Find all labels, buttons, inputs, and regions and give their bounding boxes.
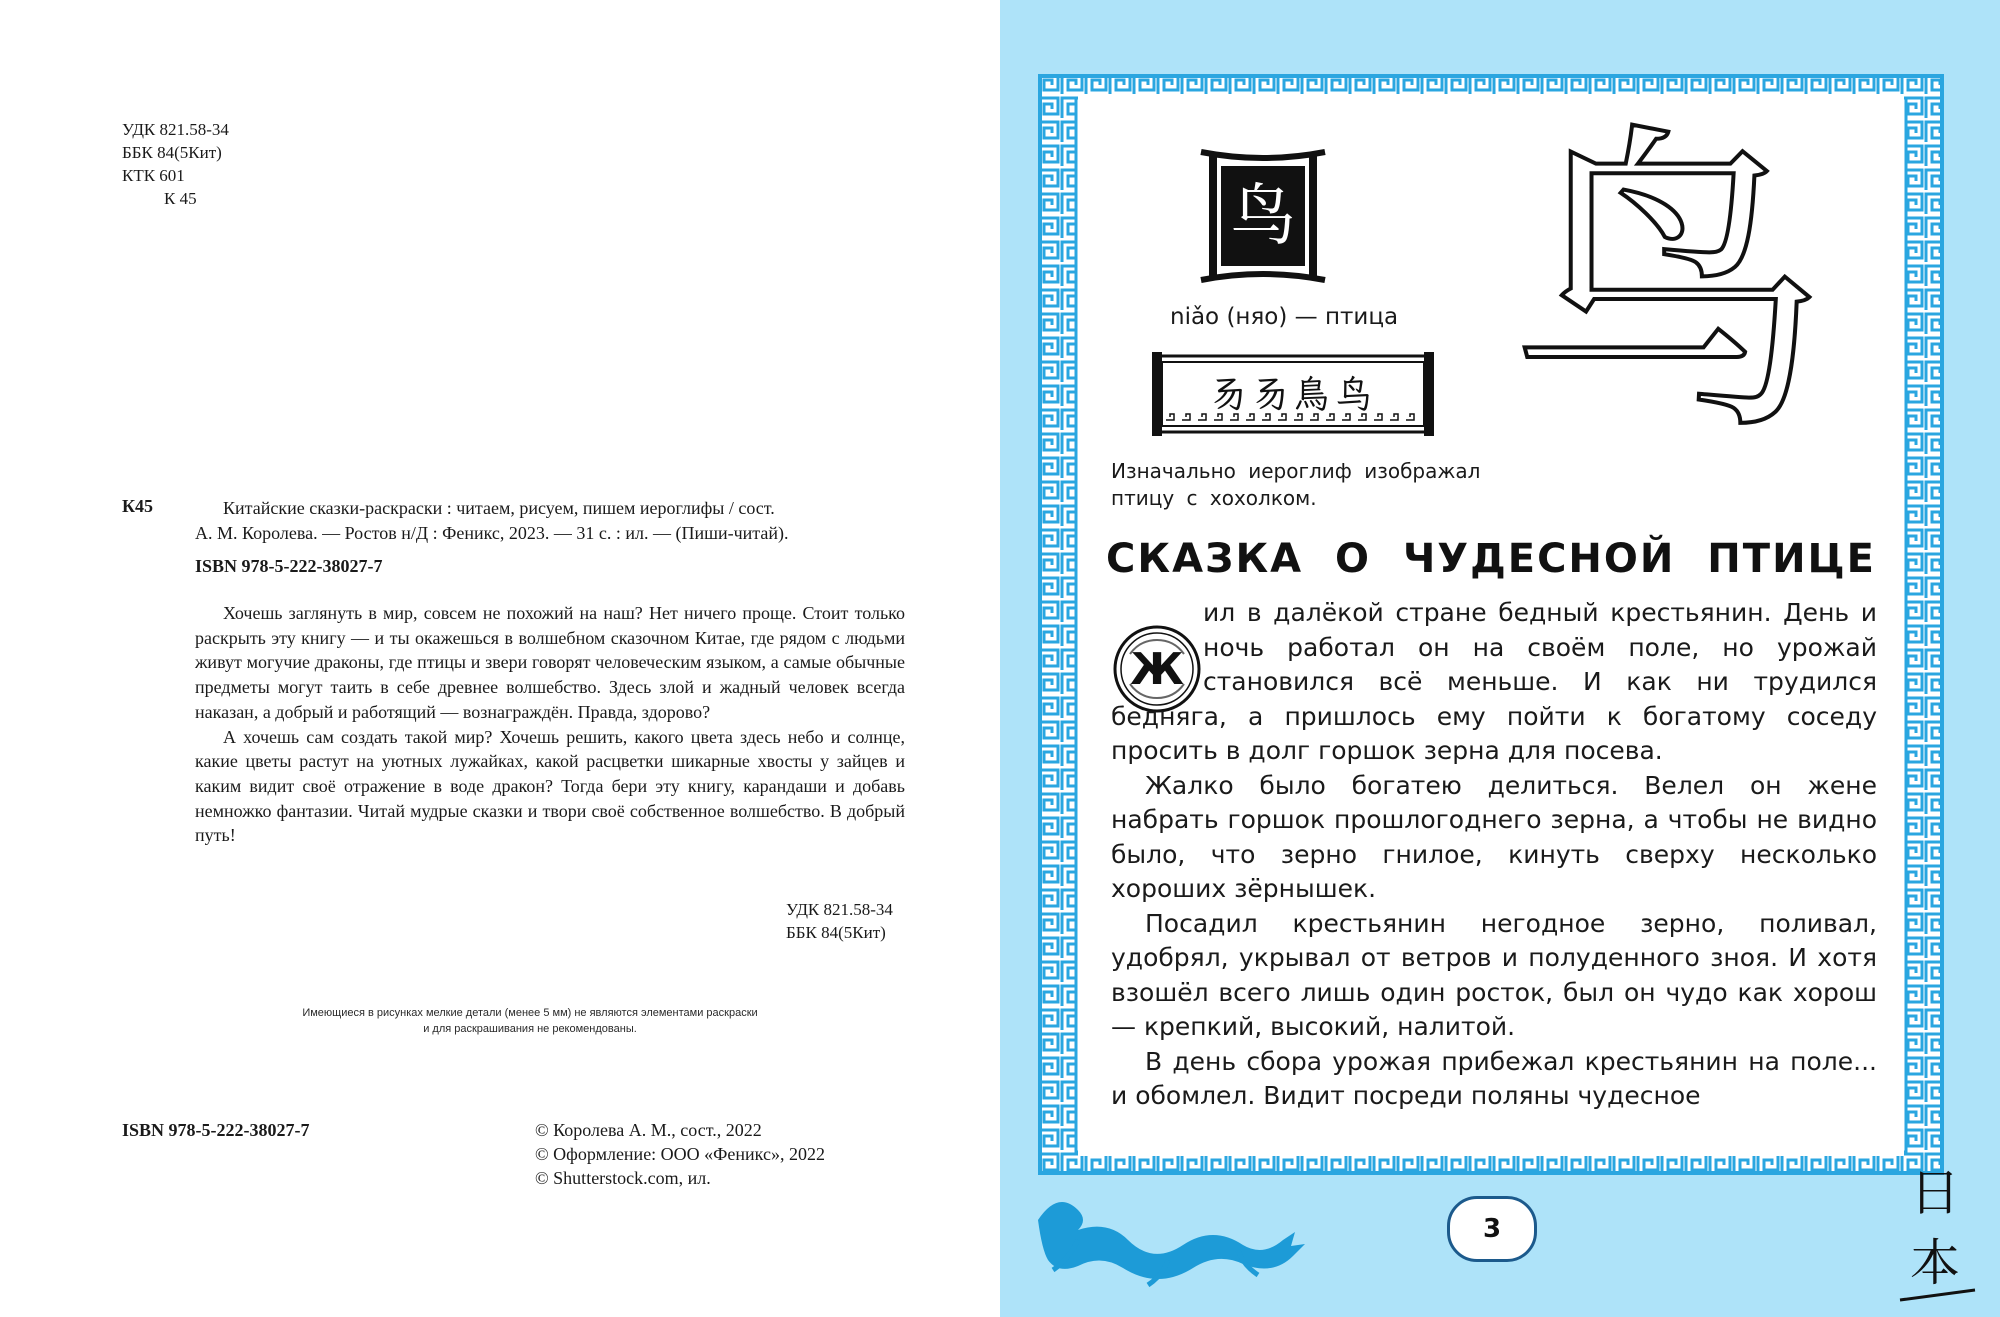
pinyin-translation: niǎo (няо) — птица xyxy=(1170,304,1399,330)
glyph-caption: Изначально иероглиф изображал птицу с хохолком. xyxy=(1111,459,1481,510)
copyright-line-1: © Королева А. М., сост., 2022 xyxy=(535,1120,762,1140)
dropcap-spacer xyxy=(1111,596,1203,696)
annotation xyxy=(195,601,905,848)
story-paragraph-4: В день сбора урожая прибежал крестьянин на поле... и обомлел. Видит посреди поляны чудесное xyxy=(1111,1046,1877,1110)
dragon-illustration xyxy=(1018,1180,1318,1300)
story-paragraph-1 xyxy=(1111,596,1877,769)
bibliographic-record xyxy=(195,496,905,546)
notice-line-1: Имеющиеся в рисунках мелкие детали (менее 5 мм) не являются элементами раскраски xyxy=(302,1007,758,1019)
notice-line-2: и для раскрашивания не рекомендованы. xyxy=(423,1023,637,1035)
corner-char-1: 日 xyxy=(1910,1164,1960,1222)
annotation-paragraph-1: Хочешь заглянуть в мир, совсем не похожий на наш? Нет ничего проще. Стоит только раскрыть эту книгу — и ты окажешься в волшебном сказочном Китае, где рядом с людьми живут могучие драконы, где птицы и звери говорят человеческим языком, а самые обычные предметы могут таить в себе древнее волшебство. Здесь злой и жадный человек всегда наказан, а добрый и работящий — вознаграждён. Правда, здорово? xyxy=(195,603,905,722)
framed-glyph-char: 鸟 xyxy=(1230,177,1296,254)
corner-char-2: 本 xyxy=(1910,1234,1960,1292)
isbn-bottom: ISBN 978-5-222-38027-7 xyxy=(122,1120,310,1140)
biblio-line-2: А. М. Королева. — Ростов н/Д : Феникс, 2023. — 31 с. : ил. — (Пиши-читай). xyxy=(195,523,789,543)
copyright-line-3: © Shutterstock.com, ил. xyxy=(535,1168,711,1188)
udk-code-right: УДК 821.58-34 xyxy=(786,900,893,919)
biblio-line-1: Китайские сказки-раскраски : читаем, рисуем, пишем иероглифы / сост. xyxy=(223,498,775,518)
copyright-line-2: © Оформление: ООО «Феникс», 2022 xyxy=(535,1144,825,1164)
udk-right-block xyxy=(786,898,893,944)
big-outline-glyph-char: 鸟 xyxy=(1508,106,1828,446)
dropcap-letter: Ж xyxy=(1130,644,1184,695)
isbn-main: ISBN 978-5-222-38027-7 xyxy=(195,556,383,576)
story-paragraph-2: Жалко было богатею делиться. Велел он жене набрать горшок прошлогоднего зерна, а чтобы не видно было, что зерно гнилое, кинуть сверху несколько хороших зёрнышек. xyxy=(1111,770,1877,903)
udk-classification-block xyxy=(122,118,229,210)
content-panel xyxy=(1078,96,1904,1156)
page-number: 3 xyxy=(1447,1196,1537,1262)
author-sign: К 45 xyxy=(164,189,197,208)
corner-brush-chars xyxy=(1890,1140,1980,1310)
story-paragraph-1-text: ил в далёкой стране бедный крестьянин. День и ночь работал он на своём поле, но урожай становился всё меньше. И как ни трудился бедняга, а пришлось ему пойти к богатому соседу просить в долг горшок зерна для посева. xyxy=(1111,598,1877,765)
right-page-story xyxy=(1000,0,2000,1317)
bbk-code: ББК 84(5Кит) xyxy=(122,143,222,162)
story-paragraph-3: Посадил крестьянин негодное зерно, поливал, удобрял, укрывал от ветров и полуденного зноя. И хотя взошёл всего лишь один росток, был он чудо как хорош — крепкий, высокий, налитой. xyxy=(1111,908,1877,1041)
udk-code: УДК 821.58-34 xyxy=(122,120,229,139)
story-title: СКАЗКА О ЧУДЕСНОЙ ПТИЦЕ xyxy=(1106,536,1876,582)
big-outline-glyph xyxy=(1503,106,1833,446)
copyright-block xyxy=(535,1118,825,1190)
bbk-code-right: ББК 84(5Кит) xyxy=(786,923,886,942)
annotation-paragraph-2: А хочешь сам создать такой мир? Хочешь решить, какого цвета здесь небо и солнце, какие цветы растут на уютных лужайках, какой расцветки шикарные хвосты у зайцев и каким видит своё отражение в воде дракон? Тогда бери эту книгу, карандаши и добавь немножко фантазии. Читай мудрые сказки и твори своё собственное волшебство. В добрый путь! xyxy=(195,726,905,846)
author-mark: К45 xyxy=(122,496,154,516)
ktk-code: КТК 601 xyxy=(122,166,185,185)
story-text xyxy=(1111,596,1877,1114)
seal-script-evolution: 𠃓𠃓鳥鸟 xyxy=(1208,372,1377,416)
safety-notice xyxy=(180,1005,880,1037)
